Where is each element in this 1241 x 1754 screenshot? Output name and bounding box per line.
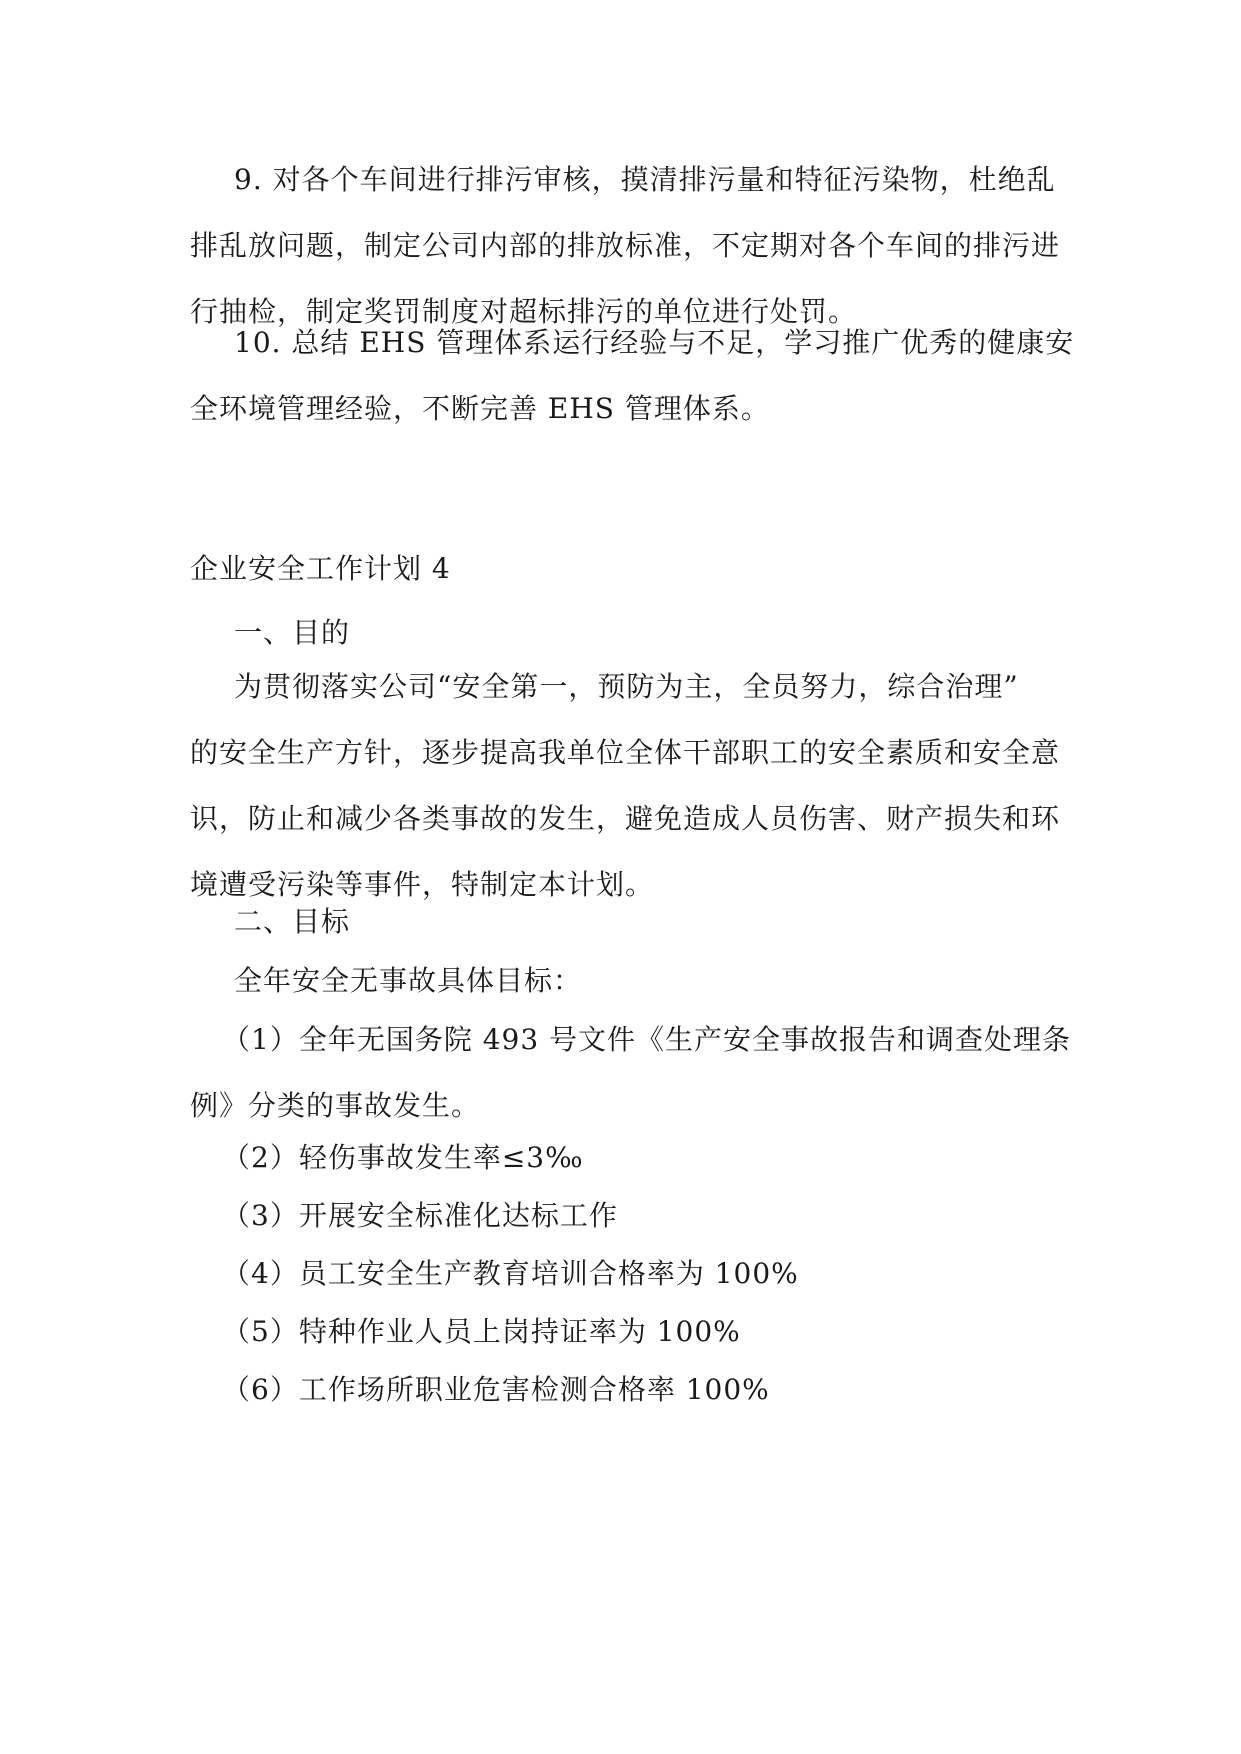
goal-item-2-text: （2）轻伤事故发生率≤3‰: [222, 1141, 584, 1174]
goals-heading: [190, 889, 1060, 955]
goal-item-2: [190, 1125, 1060, 1191]
goal-item-1-line-2: 例》分类的事故发生。: [190, 1089, 481, 1122]
purpose-heading-text: 一、目的: [234, 616, 351, 649]
goal-item-6-text: （6）工作场所职业危害检测合格率 100%: [222, 1373, 770, 1406]
purpose-line-2: 的安全生产方针，逐步提高我单位全体干部职工的安全素质和安全意: [190, 736, 1061, 769]
paragraph-item-10: [190, 310, 1075, 442]
goals-heading-text: 二、目标: [234, 905, 351, 938]
item-10-line-2: 全环境管理经验，不断完善 EHS 管理体系。: [190, 392, 770, 425]
item-9-line-1: 9. 对各个车间进行排污审核，摸清排污量和特征污染物，杜绝乱: [234, 163, 1056, 196]
purpose-line-3: 识，防止和减少各类事故的发生，避免造成人员伤害、财产损失和环: [190, 802, 1061, 835]
goal-item-1-line-1: （1）全年无国务院 493 号文件《生产安全事故报告和调查处理条: [222, 1023, 1072, 1056]
purpose-line-1: 为贯彻落实公司“安全第一，预防为主，全员努力，综合治理”: [234, 670, 1019, 703]
goal-item-1: [190, 1007, 1072, 1139]
goal-item-4: [190, 1241, 1060, 1307]
item-10-line-1: 10. 总结 EHS 管理体系运行经验与不足，学习推广优秀的健康安: [234, 326, 1075, 359]
goal-item-4-text: （4）员工安全生产教育培训合格率为 100%: [222, 1257, 799, 1290]
goals-intro-text: 全年安全无事故具体目标：: [234, 964, 583, 997]
item-9-line-3: 行抽检，制定奖罚制度对超标排污的单位进行处罚。: [190, 295, 858, 328]
goal-item-6: [190, 1357, 1060, 1423]
section-title: [190, 536, 1060, 602]
goal-item-5: [190, 1299, 1060, 1365]
goal-item-5-text: （5）特种作业人员上岗持证率为 100%: [222, 1315, 741, 1348]
goals-intro: [190, 948, 1060, 1014]
purpose-line-4: 境遭受污染等事件，特制定本计划。: [190, 868, 655, 901]
section-title-text: 企业安全工作计划 4: [190, 552, 451, 585]
item-9-line-2: 排乱放问题，制定公司内部的排放标准，不定期对各个车间的排污进: [190, 229, 1061, 262]
purpose-paragraph: [190, 654, 1060, 918]
goal-item-3-text: （3）开展安全标准化达标工作: [222, 1199, 618, 1232]
goal-item-3: [190, 1183, 1060, 1249]
